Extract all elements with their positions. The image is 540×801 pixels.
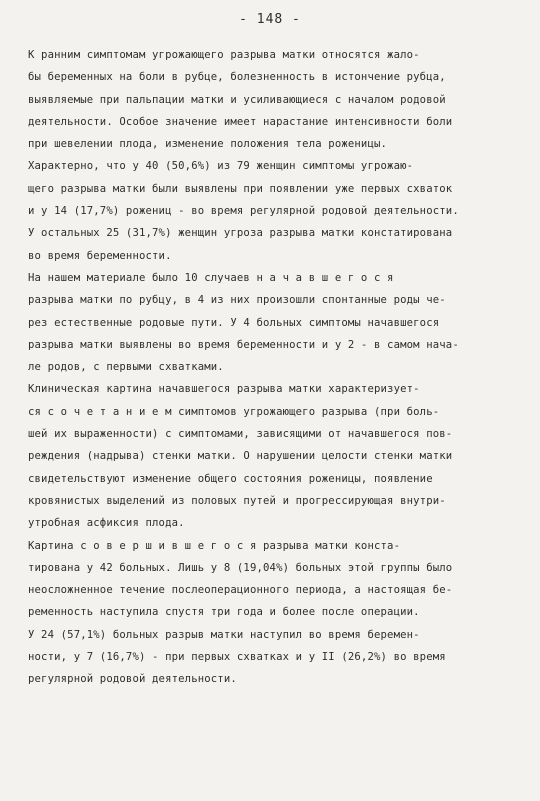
text-line: деятельности. Особое значение имеет нарастание интенсивности боли — [28, 115, 453, 128]
text-line: разрыва матки по рубцу, в 4 из них произошли спонтанные роды че- — [28, 294, 446, 307]
text-line: свидетельствуют изменение общего состояния роженицы, появление — [28, 472, 433, 485]
text-line: тирована у 42 больных. Лишь у 8 (19,04%) больных этой группы было — [28, 561, 453, 574]
text-line: кровянистых выделений из половых путей и прогрессирующая внутри- — [28, 494, 446, 507]
text-line: во время беременности. — [28, 249, 172, 262]
text-line: К ранним симптомам угрожающего разрыва матки относятся жало- — [28, 49, 420, 61]
text-line: бы беременных на боли в рубце, болезненность в истончение рубца, — [28, 71, 446, 84]
text-line: У 24 (57,1%) больных разрыв матки наступил во время беремен- — [28, 628, 420, 641]
text-line: ности, у 7 (16,7%) - при первых схватках и у II (26,2%) во время — [28, 651, 446, 664]
text-line: шей их выраженности) с симптомами, зависящими от начавшегося пов- — [28, 428, 453, 441]
text-line: реждения (надрыва) стенки матки. О нарушении целости стенки матки — [28, 450, 453, 463]
page-number: - 148 - — [239, 12, 301, 27]
text-line: разрыва матки выявлены во время беременности и у 2 - в самом нача- — [28, 338, 459, 351]
text-line: ся с о ч е т а н и е м симптомов угрожающего разрыва (при боль- — [28, 405, 440, 418]
text-line: рез естественные родовые пути. У 4 больных симптомы начавшегося — [28, 316, 440, 329]
text-line: Клиническая картина начавшегося разрыва матки характеризует- — [28, 383, 420, 396]
text-line: ле родов, с первыми схватками. — [28, 361, 224, 374]
text-line: щего разрыва матки были выявлены при появлении уже первых схваток — [28, 182, 453, 195]
text-line: Картина с о в е р ш и в ш е г о с я разрыва матки конста- — [28, 539, 401, 552]
text-line: выявляемые при пальпации матки и усиливающиеся с началом родовой — [28, 93, 446, 106]
text-line: при шевелении плода, изменение положения тела роженицы. — [28, 138, 388, 151]
text-line: регулярной родовой деятельности. — [28, 673, 237, 686]
text-line: неосложненное течение послеоперационного периода, а настоящая бе- — [28, 584, 453, 597]
text-line: и у 14 (17,7%) рожениц - во время регулярной родовой деятельности. — [28, 205, 459, 218]
body-text — [28, 44, 516, 691]
text-line: утробная асфиксия плода. — [28, 517, 185, 530]
text-line: Характерно, что у 40 (50,6%) из 79 женщин симптомы угрожаю- — [28, 160, 414, 173]
text-line: На нашем материале было 10 случаев н а ч а в ш е г о с я — [28, 271, 394, 284]
text-line: У остальных 25 (31,7%) женщин угроза разрыва матки констатирована — [28, 227, 453, 240]
text-line: ременность наступила спустя три года и более после операции. — [28, 606, 420, 619]
